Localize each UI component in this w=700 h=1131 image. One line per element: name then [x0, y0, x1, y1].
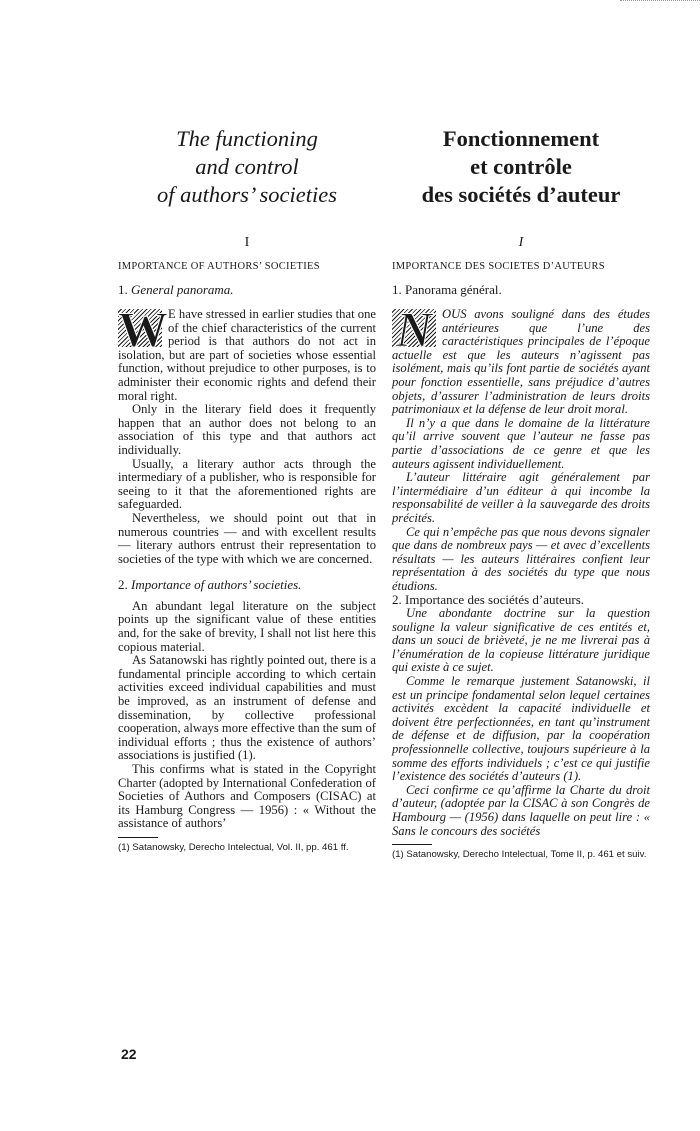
english-subhead-2: [118, 578, 376, 592]
english-paragraph-4: Nevertheless, we should point out that in numerous countries — and with excellent results — literary authors entrust their representation to societies of the type with which we are concerned.: [118, 510, 376, 566]
english-section-numeral: I: [244, 235, 250, 250]
english-paragraph-6: As Satanowski has rightly pointed out, there is a fundamental principle according to which certain activities exceed individual capabilities and must be improved, as an instrument of defense and dissemination, by collective professional cooperation, always more effective than the sum of individual efforts ; thus the existence of authors’ associations is justified (1).: [118, 653, 376, 763]
french-subhead-1: 1. Panorama général.: [392, 282, 502, 297]
english-paragraph-1: E have stressed in earlier studies that one of the chief characteristics of the current period is that authors do not act in isolation, but are part of societies whose essential function, without prejudice to other purposes, is to administer their economic rights and defend their moral right.: [118, 307, 376, 403]
english-paragraph-7: This confirms what is stated in the Copyright Charter (adopted by International Confederation of Societies of Authors and Composers (CISAC) at its Hamburg Congress — 1956) : « Without the assistance of authors’: [118, 762, 376, 831]
french-section-heading: IMPORTANCE DES SOCIETES D’AUTEURS: [392, 261, 605, 272]
scan-edge-mark: [620, 0, 700, 4]
english-subhead-1-text: General panorama.: [131, 282, 234, 297]
french-title-line-1: Fonctionnement: [442, 126, 600, 151]
english-body: [118, 301, 376, 831]
french-paragraph-2: Il n’y a que dans le domaine de la littérature qu’il arrive souvent que l’auteur ne fasse pas partie d’associations de ce genre et que les auteurs agissent individuellement.: [392, 415, 650, 471]
french-paragraph-7: Ceci confirme ce qu’affirme la Charte du droit d’auteur, (adoptée par la CISAC à son Congrès de Hambourg — (1956) dans laquelle on peut lire : « Sans le concours des sociétés: [392, 782, 650, 838]
english-subhead-1-number: 1.: [118, 282, 128, 297]
french-paragraph-5: Une abondante doctrine sur la question souligne la valeur significative de ces entités et, dans un souci de brièveté, je ne me livrerai pas à l’énumération de la copieuse littérature juridique qui existe à ce sujet.: [392, 606, 650, 675]
english-column: [118, 125, 376, 854]
english-title-line-1: The functioning: [176, 126, 318, 151]
french-column: [392, 125, 650, 861]
english-subhead-1: [118, 282, 376, 298]
french-subhead-2: 2. Importance des sociétés d’auteurs.: [392, 592, 585, 608]
english-title: [118, 125, 376, 215]
english-paragraph-5: An abundant legal literature on the subject points up the significant value of these entities and, for the sake of brevity, I shall not list here this copious material.: [118, 598, 376, 654]
french-paragraph-1: OUS avons souligné dans des études antérieures que l’une des caractéristiques principales de l’époque actuelle est que les auteurs n’agissent pas isolément, mais qu’ils font partie de sociétés ayant pour fonction essentielle, sans préjudice d’autres objets, d’assurer l’administration de leurs droits patrimoniaux et la défense de leur droit moral.: [392, 307, 650, 417]
french-footnote-rule: [392, 844, 432, 845]
french-title-line-2: et contrôle: [470, 154, 572, 179]
french-footnote: (1) Satanowsky, Derecho Intelectual, Tome II, p. 461 et suiv.: [392, 849, 647, 861]
french-section-numeral: I: [518, 235, 524, 250]
french-paragraph-3: L’auteur littéraire agit généralement par l’intermédiaire d’un éditeur à qui incombe la responsabilité de veiller à la sauvegarde des droits précités.: [392, 470, 650, 525]
french-dropcap: N: [392, 309, 436, 347]
english-subhead-2-text: Importance of authors’ societies.: [131, 577, 302, 593]
english-title-line-2: and control: [195, 154, 299, 179]
english-paragraph-3: Usually, a literary author acts through the intermediary of a publisher, who is responsible for seeing to it that the aforementioned rights are safeguarded.: [118, 456, 376, 512]
french-title-line-3: des sociétés d’auteur: [421, 182, 621, 207]
english-title-line-3: of authors’ societies: [157, 182, 337, 207]
english-section-heading: IMPORTANCE OF AUTHORS’ SOCIETIES: [118, 261, 320, 272]
french-title: [392, 125, 650, 215]
french-paragraph-4: Ce qui n’empêche pas que nous devons signaler que dans de nombreux pays — et avec d’excellents résultats — les auteurs littéraires confient leur représentation à des sociétés du type que nous étudions.: [392, 524, 650, 593]
english-subhead-2-number: 2.: [118, 577, 128, 593]
english-dropcap: W: [118, 301, 168, 357]
english-footnote-rule: [118, 837, 158, 838]
page-number: 22: [121, 1046, 137, 1062]
english-footnote: (1) Satanowsky, Derecho Intelectual, Vol. II, pp. 461 ff.: [118, 841, 349, 853]
english-paragraph-2: Only in the literary field does it frequently happen that an author does not belong to an association of this type and that authors act individually.: [118, 402, 376, 457]
french-body: [392, 301, 650, 838]
french-paragraph-6: Comme le remarque justement Satanowski, il est un principe fondamental selon lequel certaines activités excèdent la capacité individuelle et doivent être perfectionnées, en tant qu’instrument de défense et de diffusion, par la coopération professionnelle collective, toujours supérieure à la somme des efforts individuels ; c’est ce qui justifie l’existence des sociétés d’auteurs (1).: [392, 674, 650, 784]
